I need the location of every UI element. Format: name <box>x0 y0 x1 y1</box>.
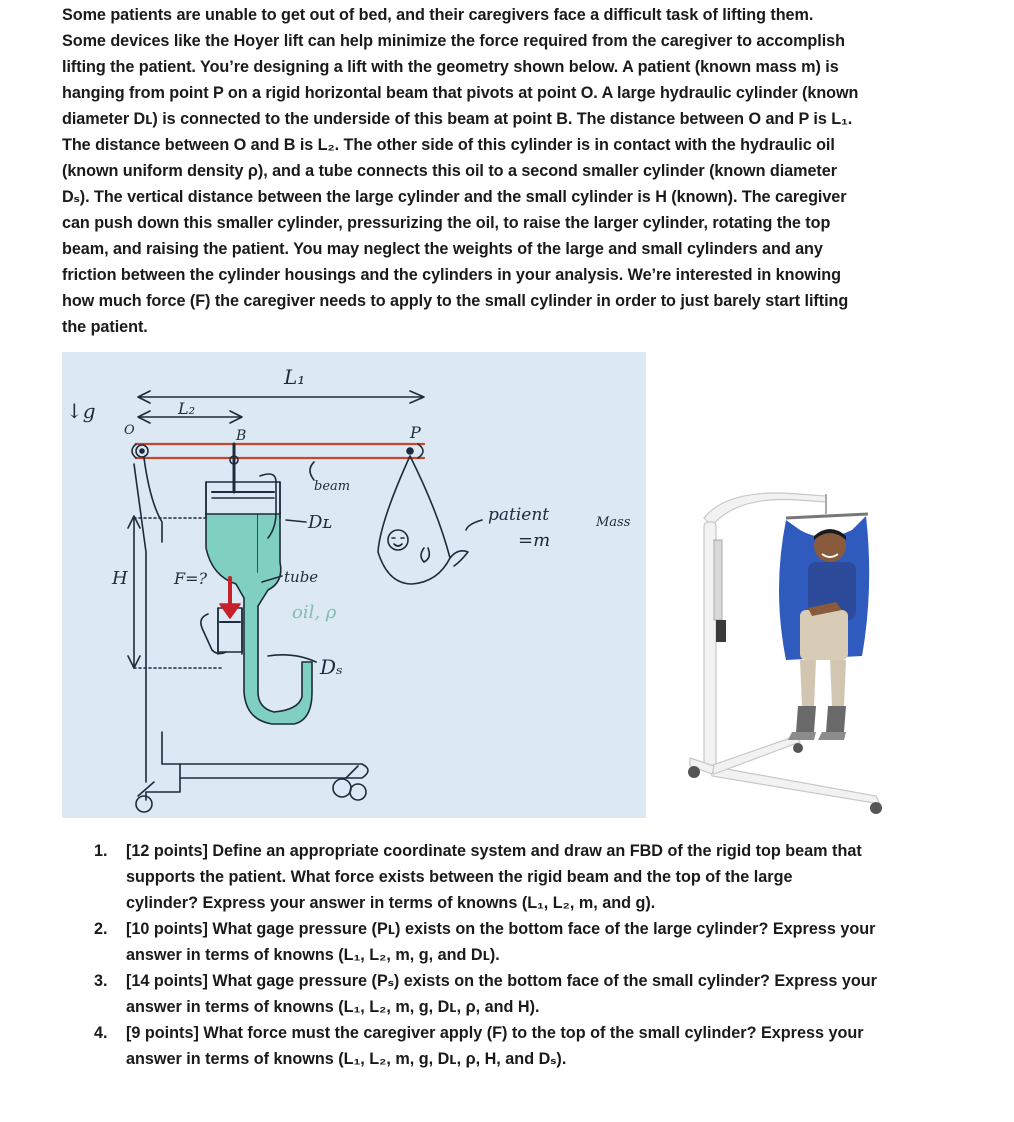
question-text: cylinder? Express your answer in terms of knowns (L₁, L₂, m, and g). <box>126 894 656 912</box>
question-number: 3. <box>94 972 108 990</box>
dl-label: Dʟ <box>308 512 333 533</box>
point-p-label: P <box>410 423 421 442</box>
point-b-label: B <box>236 428 247 444</box>
control-box <box>716 620 726 642</box>
question-list <box>94 838 924 1072</box>
actuator-arm <box>714 540 722 620</box>
lift-schematic-sketch <box>62 352 646 818</box>
question-number: 4. <box>94 1024 108 1042</box>
l2-label: L₂ <box>178 399 196 418</box>
intro-line: Some devices like the Hoyer lift can help minimize the force required from the caregiver to accomplish <box>62 32 845 50</box>
hoyer-lift-photo <box>676 470 912 820</box>
h-label: H <box>112 568 128 589</box>
mass-label: Mass <box>596 515 631 530</box>
question-text: answer in terms of knowns (L₁, L₂, m, g, Dʟ, ρ, and H). <box>126 998 540 1016</box>
intro-line: can push down this smaller cylinder, pressurizing the oil, to raise the larger cylinder, rotating the top <box>62 214 831 232</box>
pivot-o-label: O <box>124 423 135 438</box>
intro-line: lifting the patient. You’re designing a lift with the geometry shown below. A patient (known mass m) is <box>62 58 839 76</box>
intro-line: Some patients are unable to get out of bed, and their caregivers face a difficult task of lifting them. <box>62 6 814 24</box>
intro-line: how much force (F) the caregiver needs to apply to the small cylinder in order to just barely start lifting <box>62 292 849 310</box>
f-label: F=? <box>174 569 208 588</box>
ds-label: Dₛ <box>320 655 343 679</box>
question-item <box>94 968 924 1020</box>
pivot-o-pin <box>140 449 144 453</box>
patient-label: patient <box>488 505 550 525</box>
intro-line: diameter Dʟ) is connected to the underside of this beam at point B. The distance between O and P is L₁. <box>62 110 853 128</box>
gravity-label: ↓g <box>66 399 96 423</box>
intro-line: Dₛ). The vertical distance between the large cylinder and the small cylinder is H (known). The caregiver <box>62 188 847 206</box>
intro-line: hanging from point P on a rigid horizontal beam that pivots at point O. A large hydraulic cylinder (known <box>62 84 859 102</box>
intro-line: the patient. <box>62 318 148 336</box>
question-text: [14 points] What gage pressure (Pₛ) exists on the bottom face of the small cylinder? Express your <box>126 972 877 990</box>
question-number: 1. <box>94 842 108 860</box>
tube-label: tube <box>284 568 319 586</box>
lift-wheels <box>688 743 882 814</box>
intro-line: The distance between O and B is L₂. The other side of this cylinder is in contact with the hydraulic oil <box>62 136 835 154</box>
patient-mass-value: =m <box>518 530 551 551</box>
beam-label: beam <box>314 479 351 494</box>
question-text: answer in terms of knowns (L₁, L₂, m, g, and Dʟ). <box>126 946 500 964</box>
question-number: 2. <box>94 920 108 938</box>
question-text: [9 points] What force must the caregiver apply (F) to the top of the small cylinder? Express your <box>126 1024 864 1042</box>
intro-line: (known uniform density ρ), and a tube connects this oil to a second smaller cylinder (known diameter <box>62 162 837 180</box>
question-text: [10 points] What gage pressure (Pʟ) exists on the bottom face of the large cylinder? Express your <box>126 920 876 938</box>
intro-line: friction between the cylinder housings and the cylinders in your analysis. We’re interested in knowing <box>62 266 841 284</box>
question-item <box>94 916 924 968</box>
spreader-bar <box>786 514 868 518</box>
question-text: supports the patient. What force exists between the rigid beam and the top of the large <box>126 868 793 886</box>
patient-in-sling <box>779 516 869 740</box>
l1-label: L₁ <box>284 365 306 389</box>
question-text: [12 points] Define an appropriate coordinate system and draw an FBD of the rigid top beam that <box>126 842 862 860</box>
question-text: answer in terms of knowns (L₁, L₂, m, g, Dʟ, ρ, H, and Dₛ). <box>126 1050 567 1068</box>
question-item <box>94 838 924 916</box>
question-item <box>94 1020 924 1072</box>
problem-statement <box>62 2 908 340</box>
intro-line: beam, and raising the patient. You may neglect the weights of the large and small cylinders and any <box>62 240 823 258</box>
oil-label: oil, ρ <box>292 602 337 623</box>
point-p-pin <box>407 448 413 454</box>
sketch-background <box>62 352 646 818</box>
